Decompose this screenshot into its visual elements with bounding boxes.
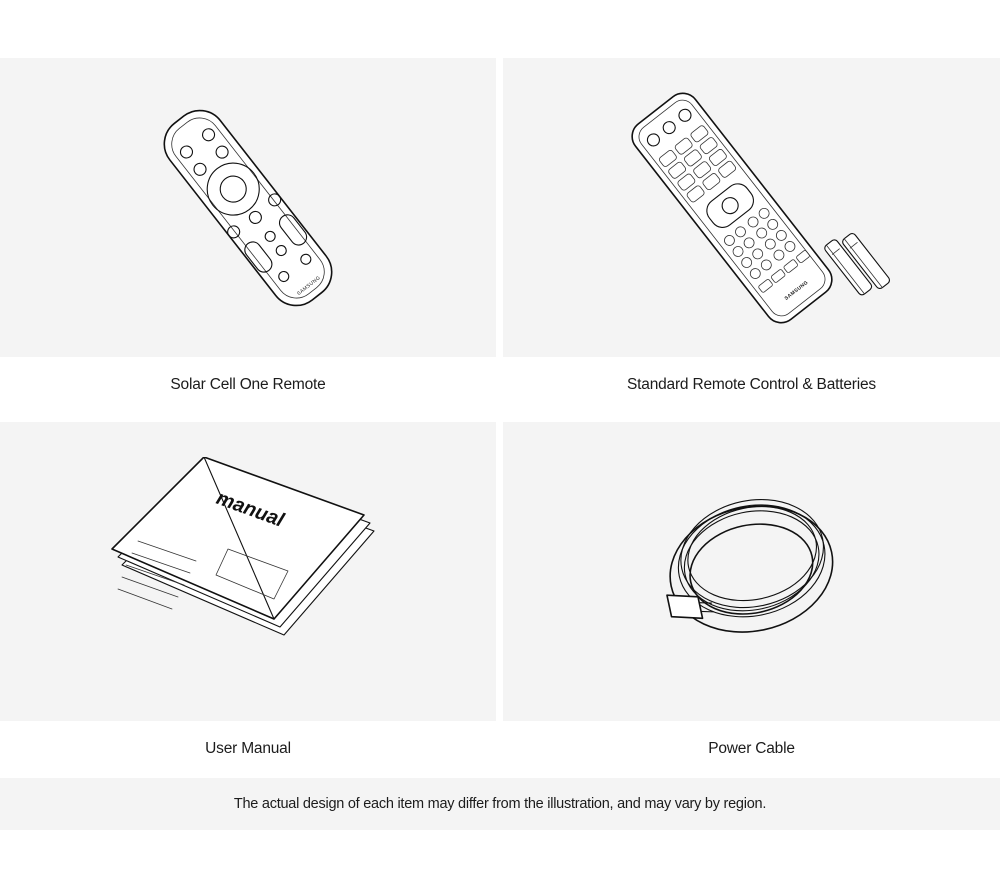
caption-standard-remote: Standard Remote Control & Batteries bbox=[503, 357, 1000, 413]
standard-remote-and-batteries-icon bbox=[532, 68, 972, 348]
illustration-panel-solar-remote bbox=[0, 58, 496, 357]
illustration-panel-standard-remote bbox=[503, 58, 1000, 357]
accessories-row-1 bbox=[0, 58, 1000, 413]
accessory-card-standard-remote bbox=[503, 58, 1000, 413]
footnote-band bbox=[0, 778, 1000, 830]
user-manual-icon bbox=[98, 457, 398, 687]
svg-text:SAMSUNG: SAMSUNG bbox=[783, 279, 810, 302]
accessories-grid bbox=[0, 58, 1000, 777]
caption-user-manual: User Manual bbox=[0, 721, 496, 777]
accessories-row-2 bbox=[0, 422, 1000, 777]
footnote-text: The actual design of each item may differ from the illustration, and may vary by region. bbox=[233, 796, 767, 812]
svg-text:SAMSUNG: SAMSUNG bbox=[296, 274, 322, 297]
accessory-card-power-cable bbox=[503, 422, 1000, 777]
illustration-panel-user-manual bbox=[0, 422, 496, 721]
accessory-card-user-manual bbox=[0, 422, 496, 777]
illustration-panel-power-cable bbox=[503, 422, 1000, 721]
caption-power-cable: Power Cable bbox=[503, 721, 1000, 777]
power-cable-icon bbox=[602, 457, 902, 687]
solar-remote-icon bbox=[38, 68, 458, 348]
svg-text:manual: manual bbox=[213, 486, 287, 532]
accessory-card-solar-remote bbox=[0, 58, 496, 413]
caption-solar-remote: Solar Cell One Remote bbox=[0, 357, 496, 413]
